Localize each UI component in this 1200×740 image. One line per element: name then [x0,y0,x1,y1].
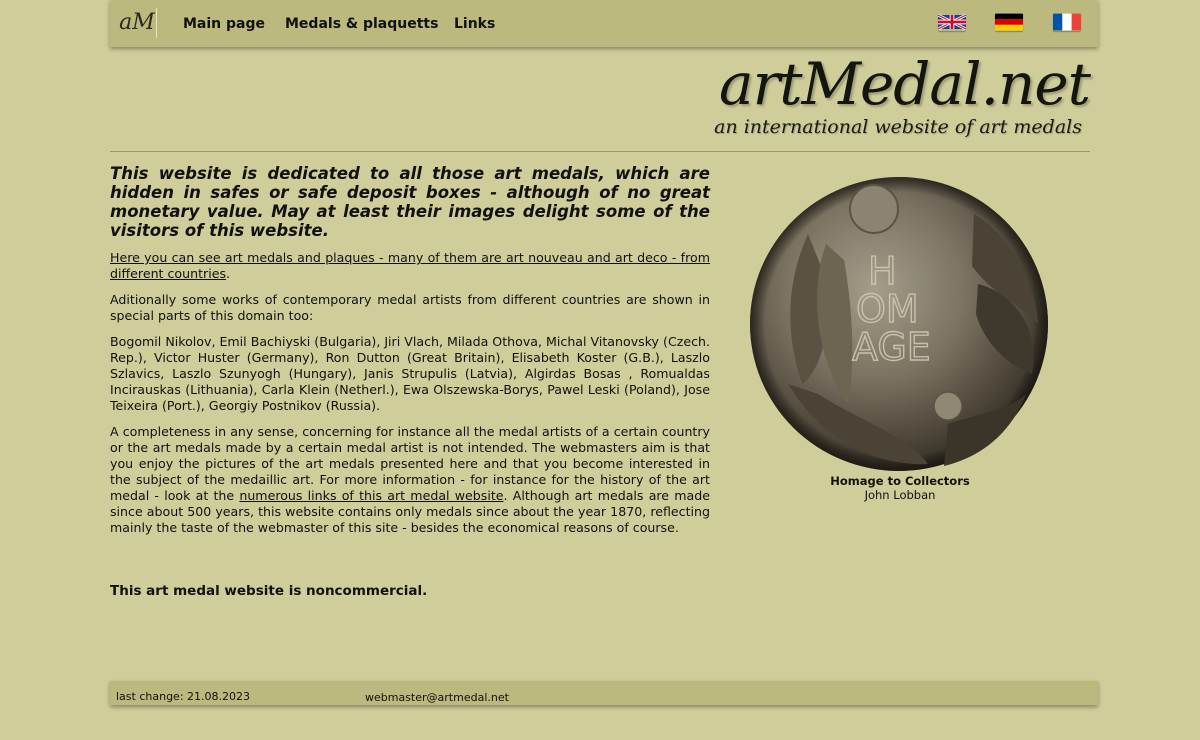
last-change: last change: 21.08.2023 [116,690,251,703]
webmaster-email-link[interactable]: webmaster@artmedal.net [365,691,509,704]
nav-medals-plaquetts[interactable]: Medals & plaquetts [285,16,439,32]
footer [110,681,1098,705]
site-logo[interactable] [118,8,157,38]
nav-links[interactable]: Links [454,16,496,32]
inscription-line-2: OM [856,287,919,331]
logo-text: aM [119,10,155,35]
noncommercial-note: This art medal website is noncommercial. [110,583,428,599]
nav-main-page[interactable]: Main page [183,16,266,32]
p4-start: A completeness in any sense, concerning for instance all the medal artists of a certain country or the art medals made by a certain medal artist is not intended. The webmasters aim is that you enjoy the pictures of the art medals presented here and that you become interested in the subject of the medaillic art. For more information - for instance for the history of the art medal - look at the [110,424,710,503]
medal-caption-artist: John Lobban [864,488,936,502]
medal-caption-title: Homage to Collectors [830,474,970,488]
site-title: artMedal.net [718,50,1090,118]
german-flag-icon[interactable] [995,13,1023,31]
main-content [110,164,710,546]
numerous-links-link[interactable]: numerous links of this art medal website [239,488,504,503]
paragraph-3-artists: Bogomil Nikolov, Emil Bachiyski (Bulgaria), Jiri Vlach, Milada Othova, Michal Vitanovsky (Czech. Rep.), Victor Huster (Germany), Ron Dutton (Great Britain), Elisabeth Koster (G.B.), Laszlo Szlavics, Laszlo Szunyogh (Hungary), Janis Strupulis (Latvia), Algirdas Bosas , Romualdas Incirauskas (Lithuania), Carla Klein (Netherl.), Ewa Olszewska-Borys, Pawel Leski (Poland), Jose Teixeira (Port.), Georgiy Postnikov (Russia). [110,334,710,413]
paragraph-1 [110,250,710,282]
top-navbar [110,0,1098,47]
p1-end: . [226,266,231,281]
french-flag-icon[interactable] [1053,13,1081,31]
site-subtitle: an international website of art medals [714,116,1082,138]
inscription-line-3: AGE [852,325,931,369]
art-medals-link[interactable]: Here you can see art medals and plaques - many of them are art nouveau and art deco - from different countries [110,250,710,281]
intro-text: This website is dedicated to all those art medals, which are hidden in safes or safe deposit boxes - although of no great monetary value. May at least their images delight some of the visitors of this website. [110,164,710,240]
medal-image [748,174,1050,474]
paragraph-4 [110,424,710,536]
p4-end: . Although art medals are made since about 500 years, this website contains only medals since about the year 1870, reflecting mainly the taste of the webmaster of this site - besides the economical reasons of course. [110,488,710,535]
english-flag-icon[interactable] [938,13,966,31]
inscription-line-1: H [868,249,897,293]
header-divider [110,151,1090,152]
paragraph-2: Aditionally some works of contemporary medal artists from different countries are shown in special parts of this domain too: [110,292,710,323]
